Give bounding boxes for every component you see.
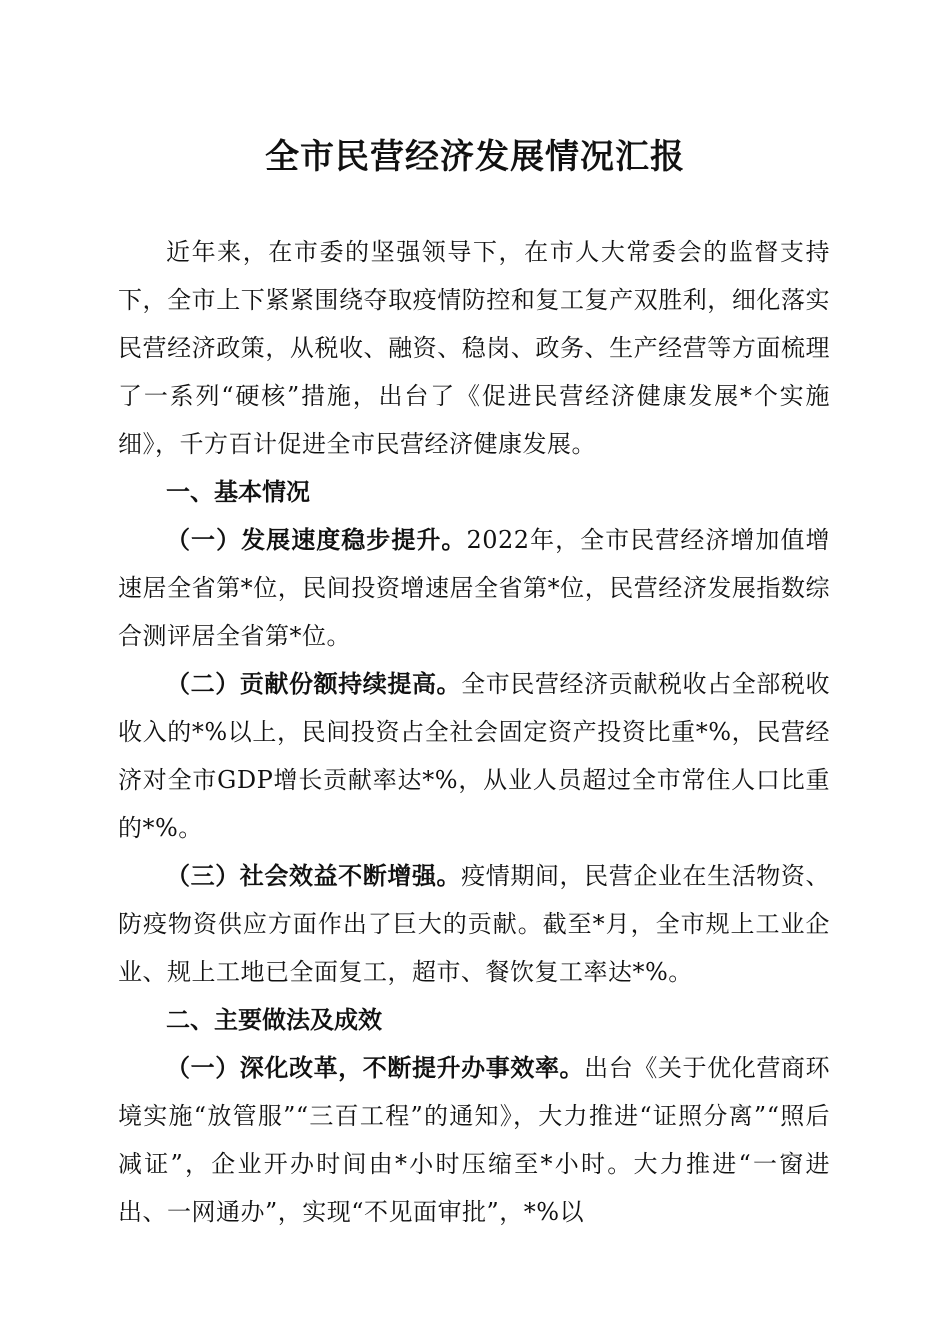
paragraph-contribution-share <box>118 660 830 852</box>
paragraph-lead: （一）深化改革，不断提升办事效率。 <box>166 1053 585 1082</box>
paragraph-deepen-reform <box>118 1044 830 1236</box>
paragraph-lead: （一）发展速度稳步提升。 <box>166 525 467 554</box>
paragraph-text: 全市民营经济贡献税收占全部税收收入的*%以上，民间投资占全社会固定资产投资比重*%，民营经济对全市GDP增长贡献率达*%，从业人员超过全市常住人口比重的*%。 <box>118 670 831 842</box>
section-heading-measures: 二、主要做法及成效 <box>166 1006 382 1034</box>
paragraph-lead: （三）社会效益不断增强。 <box>166 861 462 890</box>
paragraph-text: 出台《关于优化营商环境实施“放管服”“三百工程”的通知》，大力推进“证照分离”“照后减证”，企业开办时间由*小时压缩至*小时。大力推进“一窗进出、一网通办”，实现“不见面审批”，*%以 <box>118 1054 831 1226</box>
paragraph-social-benefit <box>118 852 830 996</box>
intro-paragraph: 近年来，在市委的坚强领导下，在市人大常委会的监督支持下，全市上下紧紧围绕夺取疫情防控和复工复产双胜利，细化落实民营经济政策，从税收、融资、稳岗、政务、生产经营等方面梳理了一系列“硬核”措施，出台了《促进民营经济健康发展*个实施细》，千方百计促进全市民营经济健康发展。 <box>118 238 830 458</box>
document-title: 全市民营经济发展情况汇报 <box>265 137 685 177</box>
section-heading-basic: 一、基本情况 <box>166 478 310 506</box>
paragraph-text: 2022年，全市民营经济增加值增速居全省第*位，民间投资增速居全省第*位，民营经济发展指数综合测评居全省第*位。 <box>118 526 831 650</box>
document-body <box>118 228 830 1236</box>
paragraph-lead: （二）贡献份额持续提高。 <box>166 669 462 698</box>
paragraph-development-speed <box>118 516 830 660</box>
paragraph-text: 疫情期间，民营企业在生活物资、防疫物资供应方面作出了巨大的贡献。截至*月，全市规上工业企业、规上工地已全面复工，超市、餐饮复工率达*%。 <box>118 862 831 986</box>
